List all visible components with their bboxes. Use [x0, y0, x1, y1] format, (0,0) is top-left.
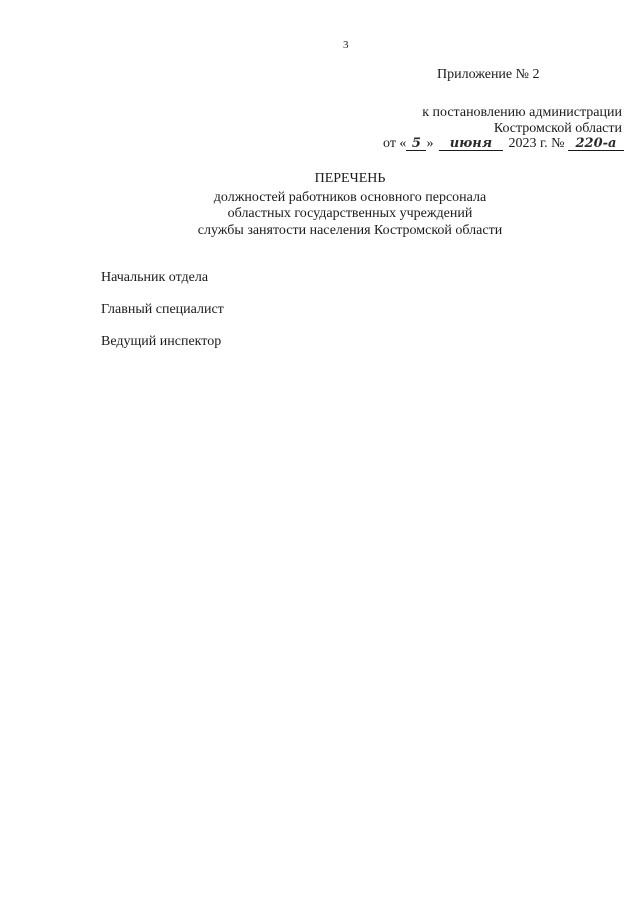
appendix-title: Приложение № 2 — [437, 67, 540, 82]
date-prefix: от « — [383, 136, 407, 151]
position-item: Начальник отдела — [101, 270, 209, 285]
page-number: 3 — [343, 39, 349, 51]
positions-list — [101, 270, 224, 366]
date-quote-close: » — [426, 136, 434, 151]
region-name: Костромской области — [493, 121, 622, 136]
list-subtitle-line2: областных государственных учреждений — [227, 206, 473, 221]
handwritten-day: 5 — [406, 137, 426, 151]
position-item: Ведущий инспектор — [101, 334, 222, 349]
handwritten-month: июня — [439, 137, 503, 151]
position-item: Главный специалист — [101, 302, 224, 317]
resolution-reference: к постановлению администрации — [422, 105, 622, 120]
list-subtitle-line3: службы занятости населения Костромской области — [197, 223, 503, 238]
list-title: ПЕРЕЧЕНЬ — [314, 171, 386, 186]
resolution-date-line — [383, 136, 624, 152]
list-subtitle-line1: должностей работников основного персонала — [213, 190, 487, 205]
handwritten-doc-number: 220-а — [568, 137, 624, 151]
date-year: 2023 г. № — [508, 136, 565, 151]
